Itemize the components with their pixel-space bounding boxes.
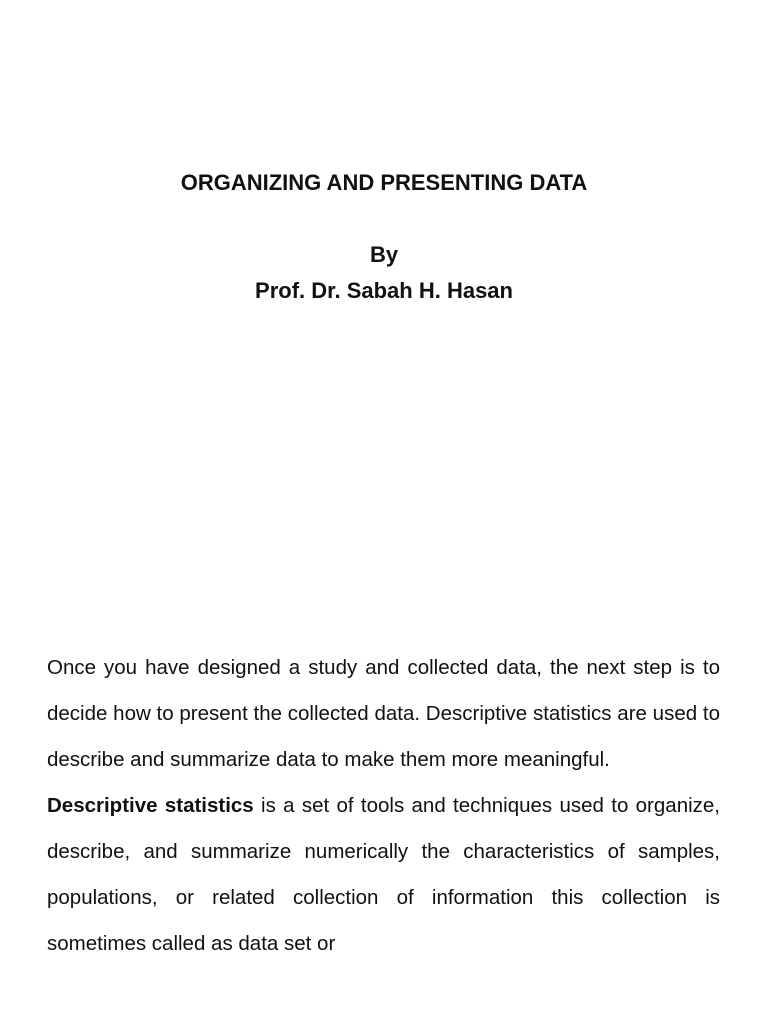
document-title: ORGANIZING AND PRESENTING DATA bbox=[180, 170, 588, 195]
byline-label: By bbox=[369, 242, 399, 267]
paragraph-definition bbox=[47, 783, 720, 967]
defined-term: Descriptive statistics bbox=[47, 794, 254, 817]
definition-text: is a set of tools and techniques used to organize, describe, and summarize numerically the characteristics of samples, populations, or related collection of information this collection is sometimes called as data set or bbox=[47, 794, 720, 955]
author-name: Prof. Dr. Sabah H. Hasan bbox=[255, 278, 513, 303]
body-text bbox=[47, 645, 720, 967]
paragraph-intro: Once you have designed a study and collected data, the next step is to decide how to present the collected data. Descriptive statistics are used to describe and summarize data to make them more meaningful. bbox=[47, 656, 720, 771]
